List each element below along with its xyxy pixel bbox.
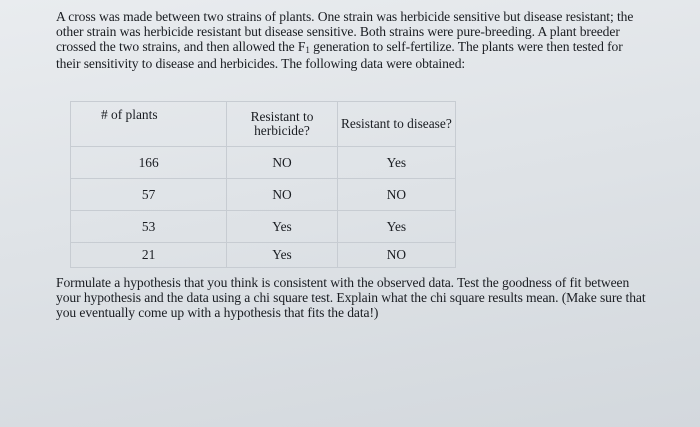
cell-disease: Yes: [337, 147, 455, 179]
cell-herbicide: NO: [227, 179, 338, 211]
header-num-plants: # of plants: [71, 102, 227, 147]
table-row: [71, 243, 456, 268]
cell-disease: NO: [337, 243, 455, 268]
cell-disease: NO: [337, 179, 455, 211]
table-row: [71, 211, 456, 243]
problem-question: [56, 276, 646, 320]
intro-text-part2: generation to self-fertilize. The plants were then tested for their sensitivity to disease and herbicides. The following data were obtained:: [56, 38, 623, 72]
cell-count: 53: [71, 211, 227, 243]
table-row: [71, 147, 456, 179]
header-herbicide: Resistant to herbicide?: [227, 102, 338, 147]
cell-herbicide: Yes: [227, 243, 338, 268]
intro-text-part1: A cross was made between two strains of plants. One strain was herbicide sensitive but disease resistant; the other strain was herbicide resistant but disease sensitive. Both strains were pure-breeding. A plant breeder crossed the two strains, and then allowed the F: [56, 9, 634, 54]
cell-disease: Yes: [337, 211, 455, 243]
cell-count: 21: [71, 243, 227, 268]
cell-herbicide: Yes: [227, 211, 338, 243]
problem-intro: [56, 10, 646, 72]
cell-count: 57: [71, 179, 227, 211]
intro-paragraph: [56, 10, 646, 72]
table-row: [71, 179, 456, 211]
cell-herbicide: NO: [227, 147, 338, 179]
question-paragraph: Formulate a hypothesis that you think is consistent with the observed data. Test the goodness of fit between your hypothesis and the data using a chi square test. Explain what the chi square results mean. (Make sure that you eventually come up with a hypothesis that fits the data!): [56, 275, 646, 320]
header-disease: Resistant to disease?: [337, 102, 455, 147]
f1-subscript: 1: [305, 44, 310, 55]
data-table: [70, 101, 456, 268]
table-header-row: [71, 102, 456, 147]
cell-count: 166: [71, 147, 227, 179]
